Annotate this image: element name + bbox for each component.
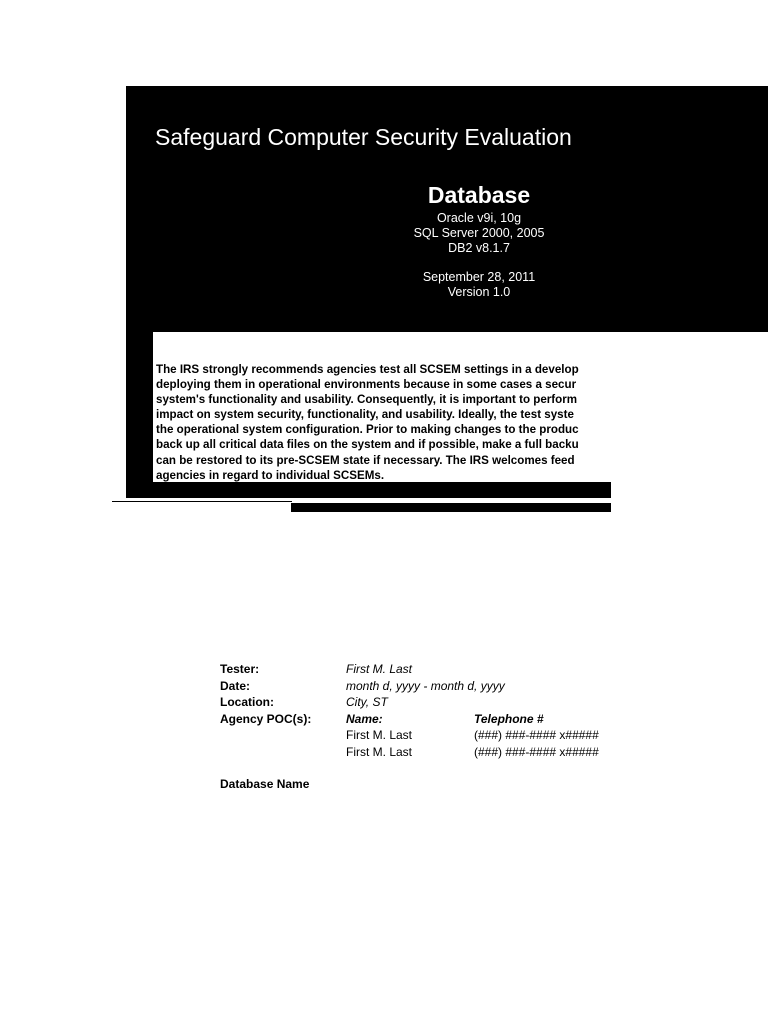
location-value: City, ST: [346, 695, 388, 710]
header-banner: [126, 86, 768, 332]
platform-item: Oracle v9i, 10g: [436, 211, 522, 225]
name-column-header: Name:: [346, 711, 383, 726]
tester-label: Tester:: [220, 662, 260, 676]
contact-phone: (###) ###-#### x#####: [474, 728, 599, 743]
disclaimer-line: deploying them in operational environments because in some cases a secur: [156, 378, 577, 392]
poc-label: Agency POC(s):: [220, 711, 312, 726]
contact-name: First M. Last: [346, 728, 413, 743]
disclaimer-text: [156, 362, 610, 482]
document-title: Safeguard Computer Security Evaluation: [155, 124, 572, 150]
date-label: Date:: [220, 678, 251, 693]
contact-phone: (###) ###-#### x#####: [474, 744, 599, 759]
location-label: Location:: [220, 695, 274, 710]
document-version: Version 1.0: [447, 285, 511, 299]
thin-rule: [112, 501, 292, 502]
disclaimer-line: system's functionality and usability. Consequently, it is important to perform: [156, 393, 578, 407]
document-subtitle: Database: [427, 182, 531, 208]
platform-item: SQL Server 2000, 2005: [413, 226, 545, 240]
platform-item: DB2 v8.1.7: [448, 241, 510, 255]
document-date: September 28, 2011: [422, 270, 536, 284]
disclaimer-line: The IRS strongly recommends agencies test all SCSEM settings in a develop: [156, 363, 579, 376]
database-name-label: Database Name: [220, 777, 310, 791]
tester-value: First M. Last: [346, 662, 413, 676]
disclaimer-line: can be restored to its pre-SCSEM state if necessary. The IRS welcomes feed: [156, 453, 575, 467]
contact-name: First M. Last: [346, 744, 413, 759]
telephone-column-header: Telephone #: [474, 711, 544, 726]
platform-list: [352, 211, 606, 256]
disclaimer-line: back up all critical data files on the system and if possible, make a full backu: [156, 438, 579, 452]
bottom-divider-bar: [153, 482, 611, 498]
disclaimer-line: impact on system security, functionality, and usability. Ideally, the test syste: [156, 408, 574, 422]
date-value: month d, yyyy - month d, yyyy: [346, 678, 505, 693]
disclaimer-line: the operational system configuration. Prior to making changes to the produc: [156, 423, 579, 437]
thick-rule: [291, 503, 611, 512]
left-divider-bar: [126, 332, 153, 498]
document-meta: [352, 270, 606, 300]
disclaimer-line: agencies in regard to individual SCSEMs.: [156, 468, 385, 482]
